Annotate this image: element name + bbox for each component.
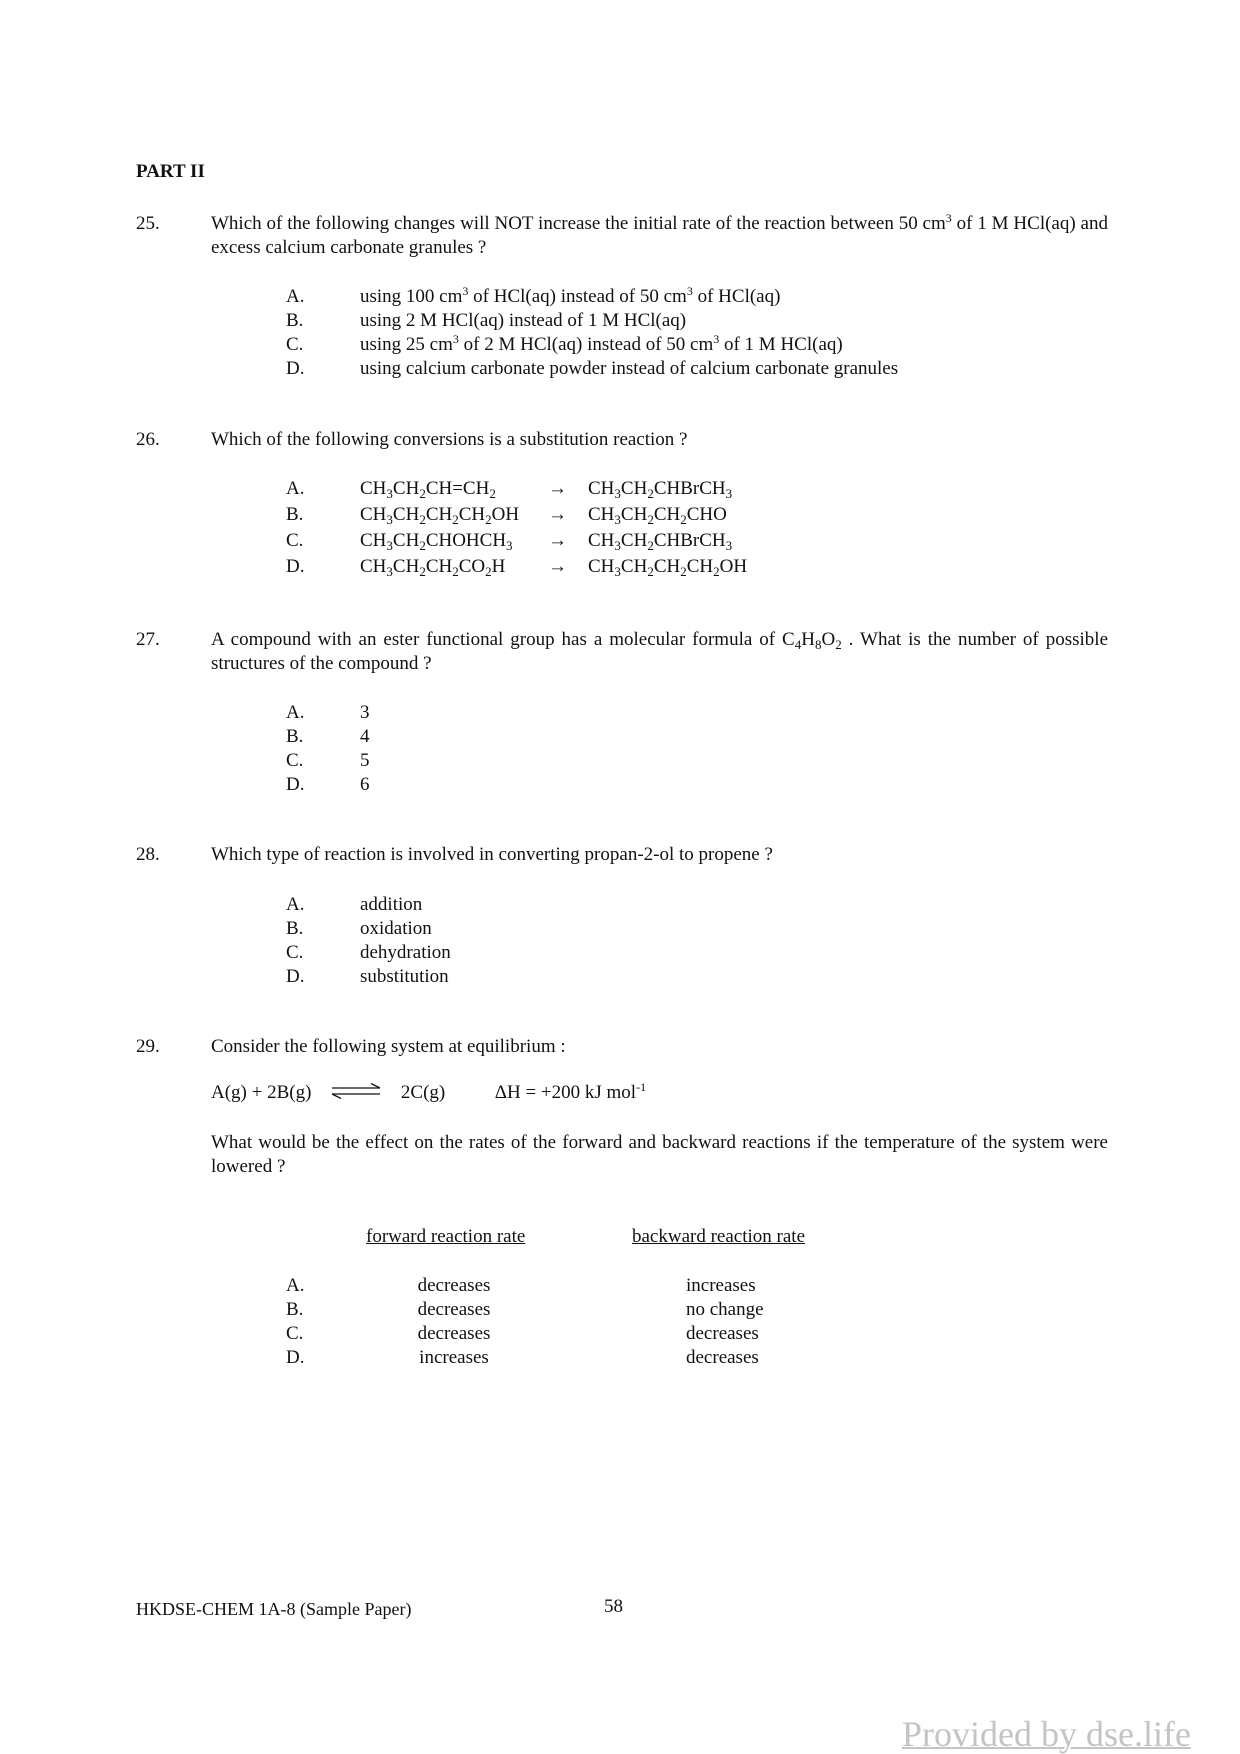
q29-backward-c: decreases	[686, 1323, 759, 1344]
q29-forward-d: increases	[419, 1347, 489, 1368]
q29-backward-a: increases	[686, 1275, 756, 1296]
q28-number: 28.	[136, 844, 160, 865]
q28-stem: Which type of reaction is involved in converting propan-2-ol to propene ?	[211, 844, 773, 865]
q27-stem: A compound with an ester functional group has a molecular formula of $C_4H_8O_2$ . What is the number of possible structures of the compound ?	[211, 629, 1109, 674]
enthalpy-change: ΔH = +200 kJ mol$^{-1}$	[494, 1080, 647, 1103]
q29-backward-b: no change	[686, 1299, 764, 1320]
q29-letters: A. B. C. D.	[286, 1275, 305, 1368]
column-header-backward: backward reaction rate	[632, 1226, 806, 1247]
q26-options	[286, 477, 747, 581]
q29-backward-column	[686, 1274, 764, 1370]
q26-d-product: $CH_3CH_2CH_2CH_2OH$	[588, 556, 748, 579]
q27-options	[286, 701, 370, 797]
q26-c-reactant: $CH_3CH_2CHOHCH_3$	[360, 530, 513, 553]
q29-question: What would be the effect on the rates of the forward and backward reactions if the temperature of the system were lowered ?	[211, 1132, 1108, 1177]
equilibrium-arrows-icon	[330, 1083, 382, 1099]
q25-number: 25.	[136, 213, 160, 234]
q29-forward-c: decreases	[417, 1323, 491, 1344]
q27-number: 27.	[136, 629, 160, 650]
q26-b-product: $CH_3CH_2CH_2CHO$	[588, 504, 727, 527]
q26-stem: Which of the following conversions is a substitution reaction ?	[211, 429, 688, 450]
eq-products: 2C(g)	[400, 1082, 446, 1103]
q26-a-reactant: $CH_3CH_2CH=CH_2$	[360, 478, 496, 501]
q26-option-b: B. $CH_3CH_2CH_2CH_2OH \to CH_3CH_2CH_2CHO$	[286, 504, 727, 527]
q29-stem: Consider the following system at equilibrium :	[211, 1036, 566, 1057]
paper-code: HKDSE-CHEM 1A-8 (Sample Paper)	[136, 1599, 412, 1619]
q26-d-reactant: $CH_3CH_2CH_2CO_2H$	[360, 556, 506, 579]
q28-option-a: A. addition	[286, 894, 423, 915]
page-number: 58	[604, 1596, 623, 1617]
q29-backward-d: decreases	[686, 1347, 759, 1368]
q29-forward-a: decreases	[417, 1275, 491, 1296]
eq-reactants: A(g) + 2B(g)	[211, 1082, 312, 1103]
q26-a-product: $CH_3CH_2CHBrCH_3$	[588, 478, 733, 501]
q26-option-d: D. $CH_3CH_2CH_2CO_2H \to CH_3CH_2CH_2CH_2OH$	[286, 556, 748, 579]
part-heading: PART II	[136, 161, 205, 182]
q25-stem: Which of the following changes will NOT increase the initial rate of the reaction between 50 $cm^3$ of 1 M HCl(aq) and excess calcium carbonate granules ?	[211, 211, 1108, 258]
equilibrium-equation	[211, 1081, 646, 1105]
q25-option-c: C. using 25 $cm^3$ of 2 M HCl(aq) instead of 50 $cm^3$ of 1 M HCl(aq)	[286, 332, 843, 355]
q26-c-product: $CH_3CH_2CHBrCH_3$	[588, 530, 733, 553]
q28-options	[286, 893, 451, 989]
q26-option-c: C. $CH_3CH_2CHOHCH_3$ → $CH_3CH_2CHBrCH_3$	[286, 530, 733, 553]
q25-options	[286, 285, 898, 381]
q28-option-d: D. substitution	[286, 966, 449, 987]
q26-b-reactant: $CH_3CH_2CH_2CH_2OH$	[360, 504, 520, 527]
q25-option-d: D. using calcium carbonate powder instead of calcium carbonate granules	[286, 358, 899, 379]
q26-option-a: A. $CH_3CH_2CH=CH_2$ → $CH_3CH_2CHBrCH_3$	[286, 478, 733, 501]
q28-option-c: C. dehydration	[286, 942, 451, 963]
q29-number: 29.	[136, 1036, 160, 1057]
q27-option-c: C. 5	[286, 750, 370, 771]
q28-option-b: B. oxidation	[286, 918, 432, 939]
q27-formula: $C_4H_8O_2$	[782, 629, 842, 652]
q25-option-b: B. using 2 M HCl(aq) instead of 1 M HCl(aq)	[286, 310, 687, 331]
q25-option-a: A. using 100 $cm^3$ of HCl(aq) instead of 50 $cm^3$ of HCl(aq)	[286, 284, 781, 307]
column-header-forward: forward reaction rate	[366, 1226, 526, 1247]
q29-forward-column	[374, 1274, 534, 1370]
q26-number: 26.	[136, 429, 160, 450]
q27-option-b: B. 4	[286, 726, 370, 747]
q29-forward-b: decreases	[417, 1299, 491, 1320]
watermark-link[interactable]: Provided by dse.life	[902, 1714, 1191, 1754]
q27-option-a: A. 3	[286, 702, 370, 723]
q27-option-d: D. 6	[286, 774, 370, 795]
